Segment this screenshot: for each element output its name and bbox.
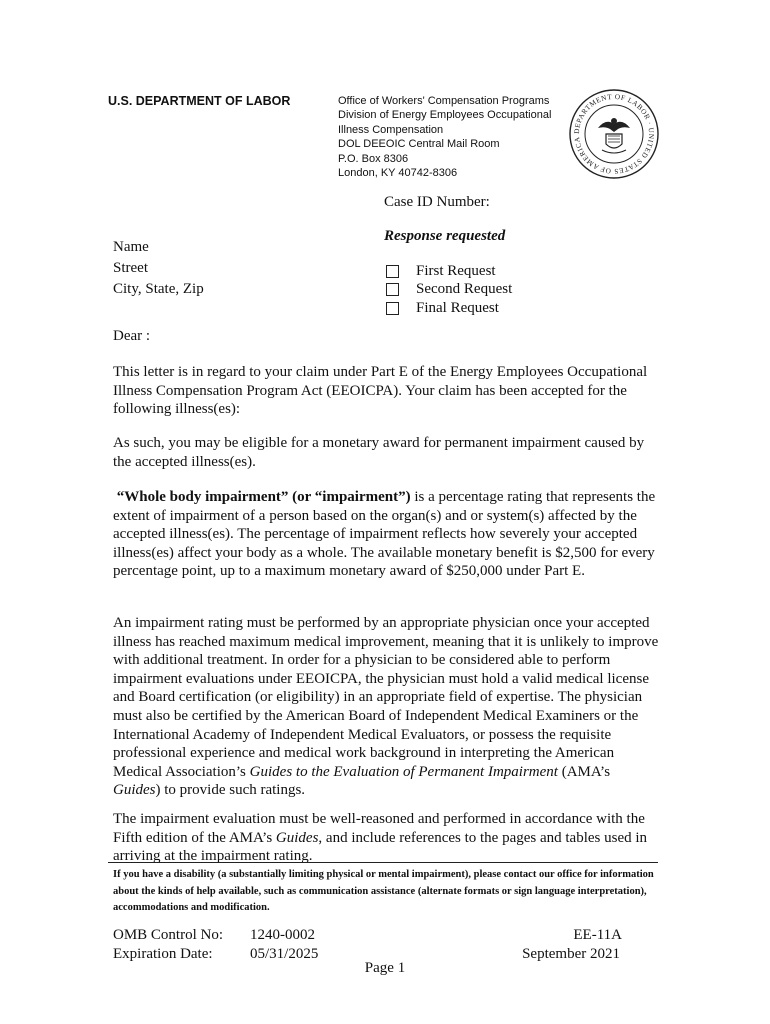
recipient-city-state-zip: City, State, Zip [113, 281, 204, 297]
final-request-checkbox[interactable] [386, 302, 399, 315]
office-line: DOL DEEOIC Central Mail Room [338, 138, 500, 151]
response-requested: Response requested [384, 228, 506, 244]
paragraph-eligibility: As such, you may be eligible for a monetary award for permanent impairment caused by the accepted illness(es). [113, 435, 645, 470]
impairment-term: “Whole body impairment” (or “impairment”) [116, 489, 411, 505]
office-line: London, KY 40742-8306 [338, 167, 458, 180]
first-request-checkbox[interactable] [386, 265, 399, 278]
paragraph-physician-requirements: An impairment rating must be performed by an appropriate physician once your accepted illness has reached maximum medical improvement, meaning that it is unlikely to improve with additional treatment. In order for a physician to be considered able to perform impairment evaluations under EEOICPA, the physician must hold a valid medical license and Board certification (or eligibility) in an appropriate field of expertise. The physician must also be certified by the American Board of Independent Medical Examiners or the International Academy of Independent Medical Evaluators, or possess the requisite professional experience and medical work background in interpreting the American Medical Association’s Guides to the Evaluation of Permanent Impairment (AMA’s Guides) to provide such ratings. [113, 615, 659, 799]
office-line: Illness Compensation [338, 123, 444, 136]
paragraph-whole-body-impairment: “Whole body impairment” (or “impairment”) is a percentage rating that represents the extent of impairment of a person based on the organ(s) and or system(s) affected by the accepted illness(es). The percentage of impairment reflects how severely your accepted illness(es) affect your body as a whole. The available monetary benefit is $2,500 for every percentage point, up to a maximum monetary award of $250,000 under Part E. [113, 489, 656, 580]
first-request-label: First Request [416, 262, 496, 279]
expiration-label: Expiration Date: [113, 946, 213, 962]
expiration-value: 05/31/2025 [250, 946, 319, 962]
disability-notice: If you have a disability (a substantially limiting physical or mental impairment), please contact our office for information about the kinds of help available, such as communication assistance (alternate formats or sign language interpretation), accommodations and modification. [113, 869, 654, 913]
paragraph-evaluation-standards: The impairment evaluation must be well-reasoned and performed in accordance with the Fifth edition of the AMA’s Guides, and include references to the pages and tables used in arriving at the impairment rating. [113, 811, 648, 865]
omb-control-label: OMB Control No: [113, 927, 224, 943]
office-line: Office of Workers' Compensation Programs [338, 95, 550, 107]
page-number: Page 1 [364, 960, 406, 976]
dol-seal-icon [568, 88, 660, 180]
recipient-address [113, 237, 204, 300]
case-id-label: Case ID Number: [384, 194, 490, 210]
office-line: Division of Energy Employees Occupational [338, 109, 552, 122]
seal-text: DEPARTMENT OF LABOR · UNITED STATES OF AMERICA [572, 92, 656, 176]
request-second [386, 281, 512, 300]
salutation: Dear : [113, 328, 151, 344]
department-name: U.S. DEPARTMENT OF LABOR [108, 94, 291, 108]
divider [108, 862, 658, 863]
form-date: September 2021 [522, 946, 620, 962]
request-first [386, 262, 512, 281]
second-request-checkbox[interactable] [386, 283, 399, 296]
office-address [338, 94, 551, 180]
form-id: EE-11A [573, 927, 622, 943]
request-final [386, 299, 512, 318]
final-request-label: Final Request [416, 299, 499, 316]
recipient-street: Street [113, 260, 148, 276]
paragraph-claim-accepted: This letter is in regard to your claim under Part E of the Energy Employees Occupational Illness Compensation Program Act (EEOICPA). Your claim has been accepted for the following illness(es): [113, 364, 648, 418]
request-checklist [386, 262, 512, 318]
office-line: P.O. Box 8306 [338, 152, 409, 165]
omb-control-value: 1240-0002 [250, 927, 315, 943]
second-request-label: Second Request [416, 281, 513, 298]
recipient-name: Name [113, 239, 149, 255]
